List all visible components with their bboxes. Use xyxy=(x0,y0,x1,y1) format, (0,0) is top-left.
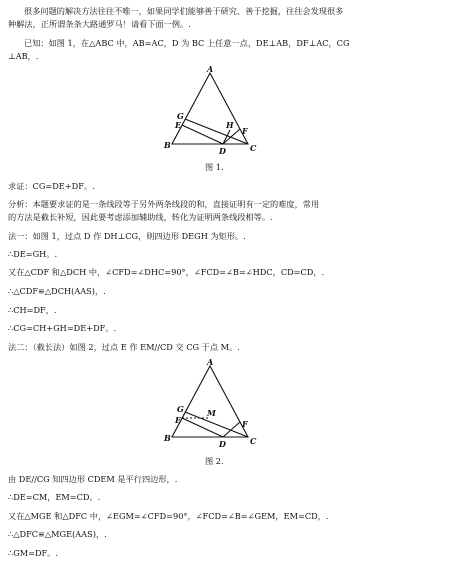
text-line: ∴CG=CH+GH=DE+DF。. xyxy=(8,323,117,333)
label-d: D xyxy=(219,146,226,156)
text-line: 的方法是截长补短，因此要考虑添加辅助线，转化为证明两条线段相等。. xyxy=(8,212,273,222)
text-line: ∴DE=GH。. xyxy=(8,249,58,259)
text-line: 由 DE//CG 知四边形 CDEM 是平行四边形，. xyxy=(8,474,178,484)
label-d: D xyxy=(219,439,226,449)
segment-df xyxy=(223,129,240,144)
figure-2 xyxy=(160,357,270,452)
text-line: ⊥AB，. xyxy=(8,51,39,61)
text-line: 又在△MGE 和△DFC 中，∠EGM=∠CFD=90°，∠FCD=∠B=∠GEM，EM=CD，. xyxy=(8,511,329,521)
text-line: 法二：（截长法）如图 2，过点 E 作 EM//CD 交 CG 于点 M。. xyxy=(8,342,240,352)
label-c: C xyxy=(250,436,257,446)
text-line: 种解法，正所谓条条大路通罗马！请看下面一例。. xyxy=(8,19,191,29)
triangle-abc xyxy=(172,366,248,437)
text-line: ∴GM=DF。. xyxy=(8,548,59,558)
text-line: 求证：CG=DE+DF。. xyxy=(8,181,95,191)
label-c: C xyxy=(250,143,257,153)
label-e: E xyxy=(175,120,182,130)
label-b: B xyxy=(164,433,171,443)
figure-1 xyxy=(160,64,270,159)
label-h: H xyxy=(226,120,234,130)
text-line: ∴CH=DF，. xyxy=(8,305,57,315)
label-a: A xyxy=(207,357,214,367)
figure-1-caption: 图 1. xyxy=(205,162,224,172)
segment-de xyxy=(182,418,223,437)
text-line: 法一：如图 1，过点 D 作 DH⊥CG，则四边形 DEGH 为矩形。. xyxy=(8,231,246,241)
text-line: 又在△CDF 和△DCH 中，∠CFD=∠DHC=90°，∠FCD=∠B=∠HDC，CD=CD，. xyxy=(8,267,325,277)
text-line: ∴△DFC≌△MGE(AAS)，. xyxy=(8,529,107,539)
segment-de xyxy=(182,125,223,144)
label-g: G xyxy=(177,404,184,414)
label-f: F xyxy=(242,126,248,136)
text-line: 已知：如图 1，在△ABC 中，AB=AC，D 为 BC 上任意一点，DE⊥AB，DF⊥AC，CG xyxy=(24,38,350,48)
label-m: M xyxy=(207,408,216,418)
segment-cg xyxy=(185,412,248,437)
triangle-abc xyxy=(172,73,248,144)
label-g: G xyxy=(177,111,184,121)
label-e: E xyxy=(175,415,182,425)
label-a: A xyxy=(207,64,214,74)
segment-df xyxy=(223,422,240,437)
label-b: B xyxy=(164,140,171,150)
text-line: 很多问题的解决方法往往不唯一，如果同学们能够善于研究、善于挖掘，往往会发现很多 xyxy=(24,6,344,16)
segment-cg xyxy=(185,119,248,144)
figure-2-caption: 图 2. xyxy=(205,456,224,466)
text-line: 分析：本题要求证的是一条线段等于另外两条线段的和，直接证明有一定的难度，常用 xyxy=(8,199,320,209)
text-line: ∴DE=CM，EM=CD。. xyxy=(8,492,101,502)
text-line: ∴△CDF≌△DCH(AAS)，. xyxy=(8,286,106,296)
label-f: F xyxy=(242,419,248,429)
